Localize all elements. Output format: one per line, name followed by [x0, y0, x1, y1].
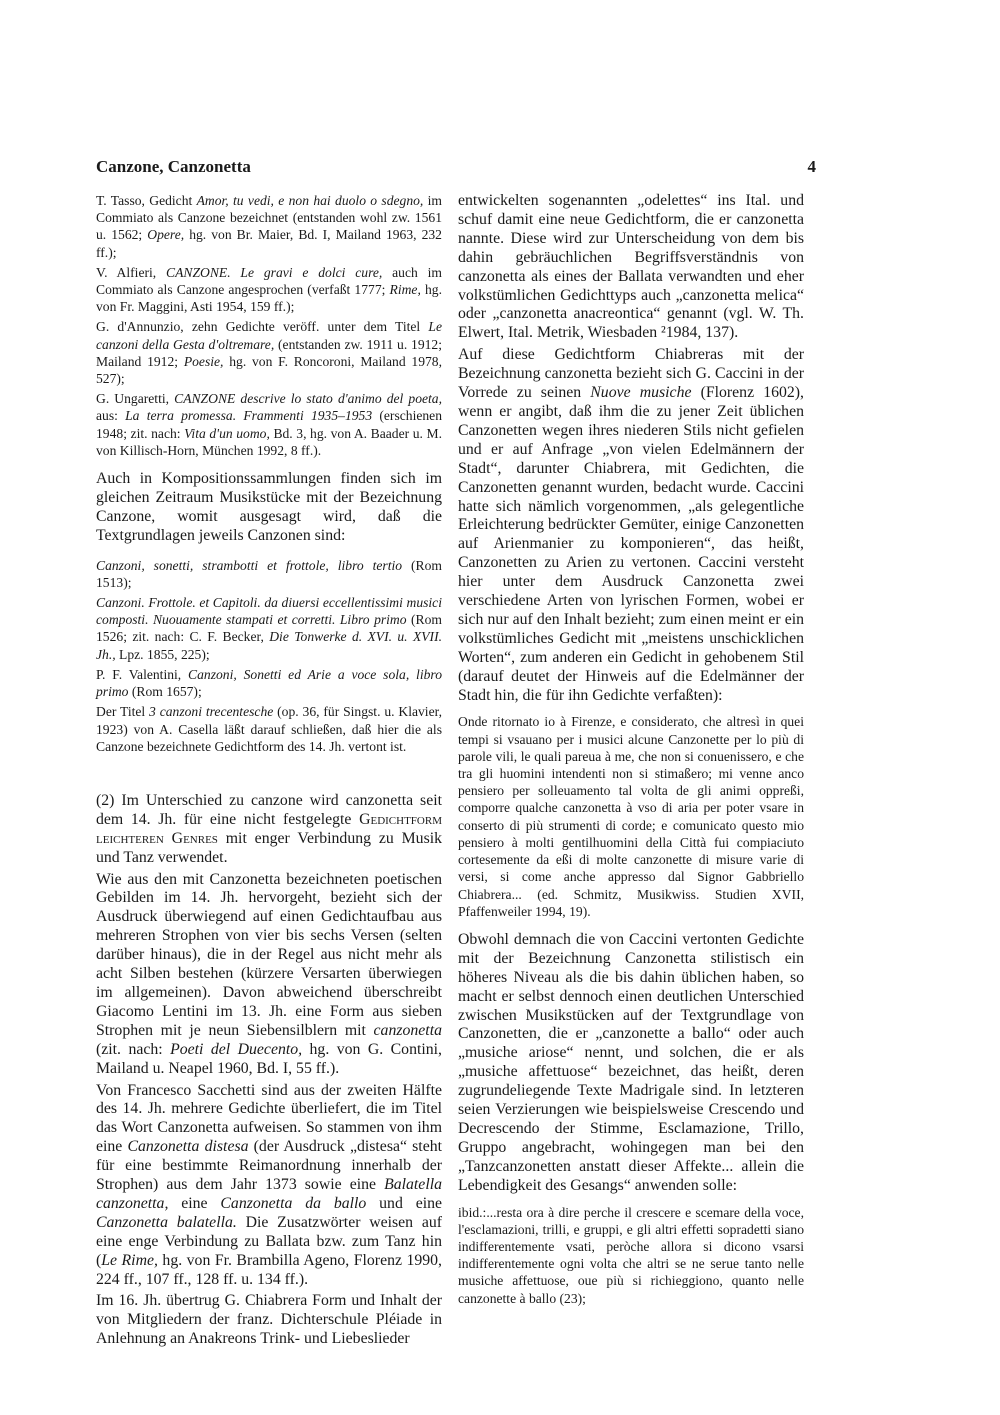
body-paragraph: Von Francesco Sacchetti sind aus der zweiten Hälfte des 14. Jh. mehrere Gedichte überliefert, die im Titel das Wort Canzonetta aufweisen. So stammen von ihm eine Canzonetta distesa (der Ausdruck „distesa“ steht für eine bestimmte Reimanordnung innerhalb der Strophen) aus dem Jahr 1373 sowie eine Balatella canzonetta, eine Canzonetta da ballo und eine Canzonetta balatella. Die Zusatzwörter weisen auf eine enge Verbindung zu Ballata bzw. zum Tanz hin (Le Rime, hg. von Fr. Brambilla Ageno, Florenz 1990, 224 ff., 107 ff., 128 ff. u. 134 ff.). [96, 1081, 443, 1288]
body-paragraph: Obwohl demnach die von Caccini vertonten Gedichte mit der Bezeichnung Canzonetta stilistisch ein höheres Niveau als die bis dahin üblichen haben, so macht er selbst dennoch einen deutlichen Unterschied zwischen Musikstücken auf der Textgrundlage von Canzonetten, die er „canzonette a ballo“ oder auch „musiche ariose“ nennt, und solchen, die er als „musiche affettuose“ bezeichnet, das heißt, deren zugrundeliegende Texte Madrigale sind. In letzteren seien Verzierungen wie beispielsweise Crescendo und Decrescendo der Stimme, Esclamazione, Trillo, Gruppo angebracht, wohingegen man bei den „Tanzcanzonetten anstatt dieser Affekte... allein die Lebendigkeit des Gesangs“ anwenden solle: [458, 930, 804, 1194]
body-paragraph: Wie aus den mit Canzonetta bezeichneten poetischen Gebilden im 14. Jh. hervorgeht, bezieht sich der Ausdruck überwiegend auf einen Gedichtaufbau aus mehreren Strophen von vier bis sechs Versen (selten darüber hinaus), die in der Regel aus nicht mehr als acht Silben bestehen (kürzere Versarten überwiegen im allgemeinen). Davon abweichend überschreibt Giacomo Lentini im 13. Jh. eine Form aus sieben Strophen mit je neun Siebensilblern mit canzonetta (zit. nach: Poeti del Duecento, hg. von G. Contini, Mailand u. Neapel 1960, Bd. I, 55 ff.). [96, 870, 442, 1077]
body-paragraph: Auf diese Gedichtform Chiabreras mit der Bezeichnung canzonetta bezieht sich G. Caccini in der Vorrede zu seinen Nuove musiche (Florenz 1602), wenn er angibt, daß ihm die zu jener Zeit üblichen Canzonetten wegen ihres niederen Stils nicht gefielen und er auf Anfrage „von vielen Edelmännern der Stadt“, darunter Chiabrera, mit Gedichten, die Canzonetten genannt wurden, bedacht wurde. Caccini hatte sich nämlich vorgenommen, „als gelegentliche Erleichterung bedrückter Gemüter, einige Canzonetten auf Arienmanier zu komponieren“, das heißt, Canzonetten zu Arien zu vertonen. Caccini versteht hier unter dem Ausdruck Canzonetta zwei verschiedene Arten von lyrischen Formen, wobei er sich nur auf den Inhalt bezieht; zum einen meint er ein volkstümliches Gedicht mit „meistens unschicklichen Worten“, zum anderen ein Gedicht in gehobenem Stil (darauf deutet der Hinweis auf die Edelmänner der Stadt hin, die für ihn Gedichte verfaßten): [458, 346, 804, 704]
page-title: Canzone, Canzonetta [96, 157, 251, 176]
reference-entry: V. Alfieri, CANZONE. Le gravi e dolci cure, auch im Commiato als Canzone angesprochen (verfaßt 1777; Rime, hg. von Fr. Maggini, Asti 1954, 159 ff.); [96, 264, 442, 315]
quotation: ibid.:...resta ora à dire perche il crescere e scemare della voce, l'esclamazioni, trilli, e gruppi, e gli altri effetti sopradetti siano indifferentemente vsati, peròche allora si dicono vsarsi indifferentemente ogni volta che altri se ne serue tanto nelle musiche affettuose, oue più si richieggiono, quanto nelle canzonette à ballo (23); [458, 1204, 804, 1306]
right-column [458, 192, 804, 1310]
reference-entry: Canzoni. Frottole. et Capitoli. da diuersi eccellentissimi musici composti. Nuouamente stampati et corretti. Libro primo (Rom 1526; zit. nach: C. F. Becker, Die Tonwerke d. XVI. u. XVII. Jh., Lpz. 1855, 225); [96, 595, 443, 662]
page-number: 4 [807, 157, 816, 176]
reference-entry: G. d'Annunzio, zehn Gedichte veröff. unter dem Titel Le canzoni della Gesta d'oltremare, (entstanden zw. 1911 u. 1912; Mailand 1912; Poesie, hg. von F. Roncoroni, Mailand 1978, 527); [96, 319, 442, 387]
reference-entry: P. F. Valentini, Canzoni, Sonetti ed Arie a voce sola, libro primo (Rom 1657); [96, 666, 442, 700]
body-paragraph: Auch in Kompositionssammlungen finden sich im gleichen Zeitraum Musikstücke mit der Bezeichnung Canzone, womit ausgesagt wird, daß die Textgrundlagen jeweils Canzonen sind: [96, 470, 442, 544]
body-paragraph: Im 16. Jh. übertrug G. Chiabrera Form und Inhalt der von Mitgliedern der franz. Dichterschule Pléiade in Anlehnung an Anakreons Trink- und Liebeslieder [96, 1292, 442, 1348]
body-paragraph: entwickelten sogenannten „odelettes“ ins Ital. und schuf damit eine neue Gedichtform, die er canzonetta nannte. Diese wird zur Unterscheidung von dem bis dahin gebräuchlichen Begriffsverständnis von canzonetta als eines der Ballata verwandten und eher volkstümlichen Gedichttyps auch „canzonetta melica“ oder „canzonetta anacreontica“ genannt (vgl. W. Th. Elwert, Ital. Metrik, Wiesbaden ²1984, 137). [458, 192, 804, 342]
reference-entry: T. Tasso, Gedicht Amor, tu vedi, e non hai duolo o sdegno, im Commiato als Canzone bezeichnet (entstanden wohl zw. 1561 u. 1562; Opere, hg. von Br. Maier, Bd. I, Mailand 1963, 232 ff.); [96, 193, 442, 260]
reference-entry: Canzoni, sonetti, strambotti et frottole, libro tertio (Rom 1513); [96, 557, 442, 590]
reference-entry: Der Titel 3 canzoni trecentesche (op. 36, für Singst. u. Klavier, 1923) von A. Casella läßt darauf schließen, daß hier die als Canzone bezeichnete Gedichtform des 14. Jh. vertont ist. [96, 704, 442, 754]
left-column [96, 192, 442, 1352]
quotation: Onde ritornato io à Firenze, e considerato, che altresì in quei tempi si vsauano per i musici alcune Canzonette per lo più di parole vili, le quali pareua à me, che non si conuenissero, e che tra gli huomini intendenti non si stimaßero; mi venne anco pensiero per solleuamento tal volta de gli animi oppreßi, comporre qualche canzonetta à vso di aria per poter vsare in conserto di più strumenti di corde; e comunicato questo mio pensiero à molti gentilhuomini della Città fui compiaciuto cortesemente da eßi di molte canzonette di misure varie di versi, si come anche appresso dal Signor Gabbriello Chiabrera... (ed. Schmitz, Musikwiss. Studien XVII, Pfaffenweiler 1994, 19). [458, 714, 804, 919]
section-paragraph: (2) Im Unterschied zu canzone wird canzonetta seit dem 14. Jh. für eine nicht festgelegte Gedichtform leichteren Genres mit enger Verbindung zu Musik und Tanz verwendet. [96, 791, 443, 866]
reference-entry: G. Ungaretti, CANZONE descrive lo stato d'animo del poeta, aus: La terra promessa. Frammenti 1935–1953 (erschienen 1948; zit. nach: Vita d'un uomo, Bd. 3, hg. von A. Baader u. M. von Killisch-Horn, München 1992, 8 ff.). [96, 391, 443, 458]
